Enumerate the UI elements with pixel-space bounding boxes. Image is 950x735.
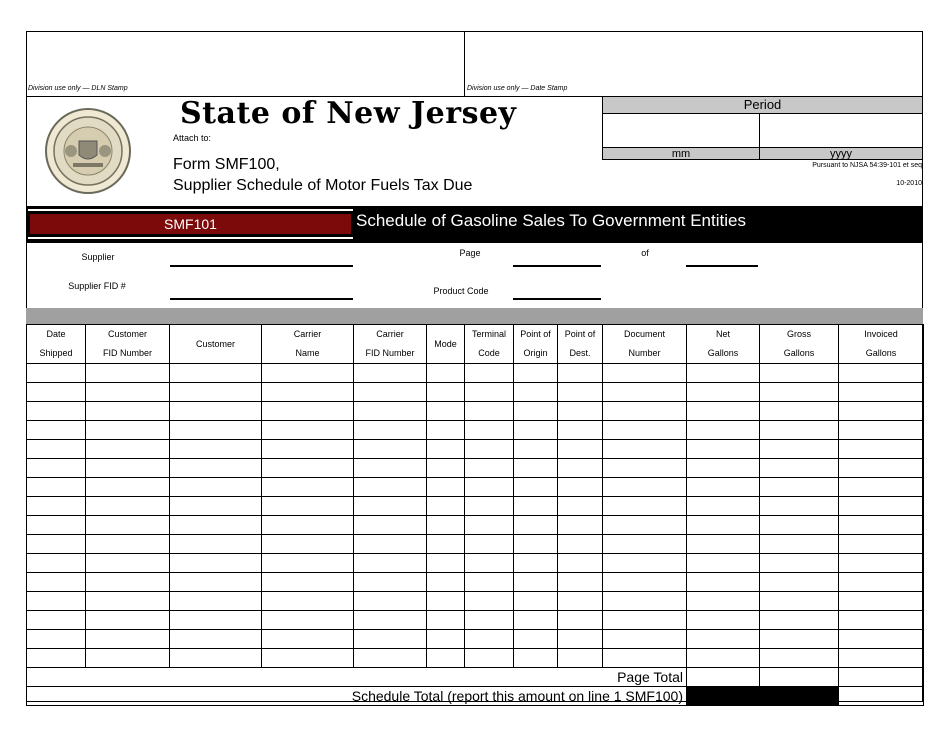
table-row — [27, 440, 924, 459]
page-total-gross[interactable] — [760, 668, 839, 687]
cell-customer-fid[interactable] — [86, 554, 170, 573]
banner-stripe-bottom — [28, 237, 353, 239]
table-row — [27, 402, 924, 421]
cell-carrier-name[interactable] — [262, 535, 354, 554]
table-row — [27, 630, 924, 649]
schedule-total-row — [27, 687, 924, 706]
cell-carrier-name[interactable] — [262, 630, 354, 649]
cell-carrier-fid[interactable] — [354, 611, 427, 630]
table-row — [27, 421, 924, 440]
cell-document-number[interactable] — [603, 478, 687, 497]
cell-terminal-code[interactable] — [465, 611, 514, 630]
cell-point-of-dest[interactable] — [558, 649, 603, 668]
cell-customer[interactable] — [170, 611, 262, 630]
cell-net-gallons[interactable] — [687, 497, 760, 516]
col-gross-gallons: Gross Gallons — [760, 325, 839, 364]
cell-gross-gallons[interactable] — [760, 535, 839, 554]
cell-point-of-origin[interactable] — [514, 383, 558, 402]
page-total-invoiced[interactable] — [839, 668, 924, 687]
cell-mode[interactable] — [427, 497, 465, 516]
of-label: of — [641, 248, 649, 258]
cell-carrier-fid[interactable] — [354, 440, 427, 459]
cell-carrier-fid[interactable] — [354, 459, 427, 478]
cell-customer[interactable] — [170, 364, 262, 383]
cell-customer[interactable] — [170, 383, 262, 402]
cell-carrier-name[interactable] — [262, 364, 354, 383]
page-field[interactable] — [513, 265, 601, 267]
col-carrier-fid: Carrier FID Number — [354, 325, 427, 364]
col-point-of-dest: Point of Dest. — [558, 325, 603, 364]
cell-carrier-name[interactable] — [262, 611, 354, 630]
schedule-total-blackout — [687, 687, 839, 706]
cell-date-shipped[interactable] — [27, 516, 86, 535]
cell-terminal-code[interactable] — [465, 459, 514, 478]
cell-carrier-fid[interactable] — [354, 630, 427, 649]
cell-point-of-dest[interactable] — [558, 497, 603, 516]
cell-carrier-name[interactable] — [262, 402, 354, 421]
cell-date-shipped[interactable] — [27, 497, 86, 516]
cell-mode[interactable] — [427, 459, 465, 478]
cell-invoiced-gallons[interactable] — [839, 459, 924, 478]
cell-customer[interactable] — [170, 554, 262, 573]
cell-net-gallons[interactable] — [687, 516, 760, 535]
cell-gross-gallons[interactable] — [760, 402, 839, 421]
cell-customer[interactable] — [170, 630, 262, 649]
cell-terminal-code[interactable] — [465, 402, 514, 421]
cell-terminal-code[interactable] — [465, 535, 514, 554]
cell-document-number[interactable] — [603, 364, 687, 383]
cell-document-number[interactable] — [603, 573, 687, 592]
cell-carrier-name[interactable] — [262, 497, 354, 516]
cell-net-gallons[interactable] — [687, 535, 760, 554]
cell-invoiced-gallons[interactable] — [839, 440, 924, 459]
page-total-label: Page Total — [27, 668, 687, 687]
cell-customer[interactable] — [170, 459, 262, 478]
col-date-shipped: Date Shipped — [27, 325, 86, 364]
cell-terminal-code[interactable] — [465, 440, 514, 459]
table-header-row — [27, 325, 924, 364]
page-of-field[interactable] — [686, 265, 758, 267]
cell-point-of-origin[interactable] — [514, 554, 558, 573]
cell-invoiced-gallons[interactable] — [839, 630, 924, 649]
cell-carrier-fid[interactable] — [354, 478, 427, 497]
cell-invoiced-gallons[interactable] — [839, 573, 924, 592]
cell-point-of-origin[interactable] — [514, 459, 558, 478]
cell-customer[interactable] — [170, 535, 262, 554]
cell-net-gallons[interactable] — [687, 573, 760, 592]
cell-gross-gallons[interactable] — [760, 592, 839, 611]
cell-net-gallons[interactable] — [687, 630, 760, 649]
table-row — [27, 497, 924, 516]
form-line-2: Supplier Schedule of Motor Fuels Tax Due — [173, 177, 473, 194]
col-point-of-origin: Point of Origin — [514, 325, 558, 364]
cell-point-of-dest[interactable] — [558, 573, 603, 592]
statute-text: Pursuant to NJSA 54:39-101 et seq — [812, 162, 922, 169]
cell-terminal-code[interactable] — [465, 554, 514, 573]
table-row — [27, 383, 924, 402]
col-document-number: Document Number — [603, 325, 687, 364]
cell-terminal-code[interactable] — [465, 421, 514, 440]
cell-mode[interactable] — [427, 421, 465, 440]
page-total-net[interactable] — [687, 668, 760, 687]
cell-document-number[interactable] — [603, 554, 687, 573]
cell-terminal-code[interactable] — [465, 478, 514, 497]
cell-point-of-origin[interactable] — [514, 535, 558, 554]
cell-net-gallons[interactable] — [687, 478, 760, 497]
cell-mode[interactable] — [427, 573, 465, 592]
cell-invoiced-gallons[interactable] — [839, 364, 924, 383]
cell-point-of-origin[interactable] — [514, 516, 558, 535]
cell-gross-gallons[interactable] — [760, 459, 839, 478]
cell-point-of-origin[interactable] — [514, 402, 558, 421]
cell-invoiced-gallons[interactable] — [839, 402, 924, 421]
cell-carrier-name[interactable] — [262, 459, 354, 478]
cell-invoiced-gallons[interactable] — [839, 535, 924, 554]
cell-customer-fid[interactable] — [86, 478, 170, 497]
cell-carrier-fid[interactable] — [354, 402, 427, 421]
table-body — [27, 364, 924, 668]
cell-carrier-fid[interactable] — [354, 516, 427, 535]
cell-carrier-name[interactable] — [262, 649, 354, 668]
cell-terminal-code[interactable] — [465, 649, 514, 668]
revision-text: 10-2010 — [896, 180, 922, 187]
cell-net-gallons[interactable] — [687, 440, 760, 459]
banner-stripe-top — [28, 209, 353, 211]
cell-point-of-origin[interactable] — [514, 497, 558, 516]
table-row — [27, 478, 924, 497]
cell-gross-gallons[interactable] — [760, 649, 839, 668]
period-mm-label: mm — [671, 148, 691, 160]
cell-invoiced-gallons[interactable] — [839, 554, 924, 573]
cell-date-shipped[interactable] — [27, 554, 86, 573]
cell-carrier-fid[interactable] — [354, 535, 427, 554]
cell-document-number[interactable] — [603, 649, 687, 668]
banner-title: Schedule of Gasoline Sales To Government Entities — [356, 211, 746, 230]
attach-to-label: Attach to: — [173, 133, 212, 143]
cell-invoiced-gallons[interactable] — [839, 497, 924, 516]
date-stamp-label: Division use only — Date Stamp — [467, 85, 568, 92]
cell-terminal-code[interactable] — [465, 364, 514, 383]
cell-date-shipped[interactable] — [27, 630, 86, 649]
col-customer: Customer — [170, 325, 262, 364]
cell-gross-gallons[interactable] — [760, 497, 839, 516]
cell-point-of-origin[interactable] — [514, 649, 558, 668]
cell-mode[interactable] — [427, 611, 465, 630]
cell-customer-fid[interactable] — [86, 459, 170, 478]
cell-document-number[interactable] — [603, 611, 687, 630]
cell-document-number[interactable] — [603, 630, 687, 649]
cell-date-shipped[interactable] — [27, 649, 86, 668]
cell-point-of-origin[interactable] — [514, 421, 558, 440]
col-invoiced-gallons: Invoiced Gallons — [839, 325, 924, 364]
cell-customer[interactable] — [170, 649, 262, 668]
cell-date-shipped[interactable] — [27, 383, 86, 402]
cell-date-shipped[interactable] — [27, 535, 86, 554]
cell-point-of-origin[interactable] — [514, 573, 558, 592]
cell-mode[interactable] — [427, 516, 465, 535]
cell-carrier-fid[interactable] — [354, 573, 427, 592]
cell-date-shipped[interactable] — [27, 573, 86, 592]
cell-invoiced-gallons[interactable] — [839, 383, 924, 402]
cell-net-gallons[interactable] — [687, 364, 760, 383]
cell-date-shipped[interactable] — [27, 440, 86, 459]
cell-point-of-origin[interactable] — [514, 611, 558, 630]
cell-customer-fid[interactable] — [86, 402, 170, 421]
cell-net-gallons[interactable] — [687, 554, 760, 573]
table-row — [27, 535, 924, 554]
cell-customer[interactable] — [170, 421, 262, 440]
cell-point-of-dest[interactable] — [558, 554, 603, 573]
period-yyyy-field[interactable] — [759, 113, 923, 148]
cell-net-gallons[interactable] — [687, 459, 760, 478]
cell-customer-fid[interactable] — [86, 516, 170, 535]
cell-carrier-fid[interactable] — [354, 592, 427, 611]
cell-point-of-dest[interactable] — [558, 535, 603, 554]
supplier-field[interactable] — [170, 265, 353, 267]
cell-point-of-origin[interactable] — [514, 478, 558, 497]
col-customer-fid: Customer FID Number — [86, 325, 170, 364]
cell-mode[interactable] — [427, 554, 465, 573]
schedule-total-value[interactable] — [839, 687, 924, 706]
cell-point-of-dest[interactable] — [558, 630, 603, 649]
cell-terminal-code[interactable] — [465, 592, 514, 611]
cell-point-of-dest[interactable] — [558, 516, 603, 535]
cell-date-shipped[interactable] — [27, 364, 86, 383]
cell-date-shipped[interactable] — [27, 402, 86, 421]
cell-customer-fid[interactable] — [86, 611, 170, 630]
page-total-row — [27, 668, 924, 687]
col-terminal-code: Terminal Code — [465, 325, 514, 364]
cell-carrier-fid[interactable] — [354, 649, 427, 668]
table-row — [27, 554, 924, 573]
cell-gross-gallons[interactable] — [760, 440, 839, 459]
supplier-fid-label: Supplier FID # — [68, 281, 126, 291]
table-row — [27, 364, 924, 383]
cell-carrier-fid[interactable] — [354, 421, 427, 440]
col-mode: Mode — [427, 325, 465, 364]
cell-carrier-name[interactable] — [262, 383, 354, 402]
col-carrier-name: Carrier Name — [262, 325, 354, 364]
cell-terminal-code[interactable] — [465, 573, 514, 592]
cell-customer-fid[interactable] — [86, 535, 170, 554]
cell-customer[interactable] — [170, 478, 262, 497]
cell-document-number[interactable] — [603, 497, 687, 516]
cell-customer-fid[interactable] — [86, 497, 170, 516]
gray-separator — [26, 308, 923, 324]
cell-invoiced-gallons[interactable] — [839, 649, 924, 668]
cell-customer-fid[interactable] — [86, 649, 170, 668]
cell-carrier-name[interactable] — [262, 421, 354, 440]
cell-invoiced-gallons[interactable] — [839, 478, 924, 497]
cell-document-number[interactable] — [603, 383, 687, 402]
cell-gross-gallons[interactable] — [760, 611, 839, 630]
cell-carrier-name[interactable] — [262, 592, 354, 611]
cell-net-gallons[interactable] — [687, 611, 760, 630]
cell-carrier-fid[interactable] — [354, 383, 427, 402]
supplier-fid-field[interactable] — [170, 298, 353, 300]
supplier-label: Supplier — [81, 252, 115, 262]
cell-customer[interactable] — [170, 573, 262, 592]
cell-date-shipped[interactable] — [27, 478, 86, 497]
period-mm-field[interactable] — [602, 113, 760, 148]
cell-customer[interactable] — [170, 440, 262, 459]
cell-point-of-dest[interactable] — [558, 383, 603, 402]
cell-date-shipped[interactable] — [27, 421, 86, 440]
cell-customer-fid[interactable] — [86, 383, 170, 402]
product-code-label: Product Code — [433, 286, 489, 296]
cell-gross-gallons[interactable] — [760, 554, 839, 573]
table-row — [27, 573, 924, 592]
page-label: Page — [459, 248, 481, 258]
table-row — [27, 611, 924, 630]
cell-customer[interactable] — [170, 592, 262, 611]
cell-date-shipped[interactable] — [27, 611, 86, 630]
cell-document-number[interactable] — [603, 516, 687, 535]
cell-mode[interactable] — [427, 649, 465, 668]
cell-carrier-name[interactable] — [262, 478, 354, 497]
cell-mode[interactable] — [427, 478, 465, 497]
cell-gross-gallons[interactable] — [760, 478, 839, 497]
table-row — [27, 649, 924, 668]
cell-customer-fid[interactable] — [86, 630, 170, 649]
cell-net-gallons[interactable] — [687, 592, 760, 611]
cell-mode[interactable] — [427, 440, 465, 459]
cell-point-of-dest[interactable] — [558, 611, 603, 630]
cell-document-number[interactable] — [603, 421, 687, 440]
cell-terminal-code[interactable] — [465, 630, 514, 649]
cell-document-number[interactable] — [603, 459, 687, 478]
cell-document-number[interactable] — [603, 440, 687, 459]
table-row — [27, 459, 924, 478]
cell-customer[interactable] — [170, 516, 262, 535]
state-seal-icon — [43, 107, 133, 195]
gasoline-sales-table — [26, 324, 924, 706]
cell-point-of-origin[interactable] — [514, 592, 558, 611]
cell-invoiced-gallons[interactable] — [839, 516, 924, 535]
cell-gross-gallons[interactable] — [760, 383, 839, 402]
period-yyyy-label: yyyy — [830, 148, 852, 160]
cell-mode[interactable] — [427, 535, 465, 554]
cell-document-number[interactable] — [603, 402, 687, 421]
cell-customer-fid[interactable] — [86, 364, 170, 383]
cell-carrier-fid[interactable] — [354, 364, 427, 383]
cell-point-of-dest[interactable] — [558, 592, 603, 611]
cell-net-gallons[interactable] — [687, 421, 760, 440]
cell-net-gallons[interactable] — [687, 383, 760, 402]
schedule-total-label: Schedule Total (report this amount on line 1 SMF100) — [27, 687, 687, 706]
cell-point-of-origin[interactable] — [514, 440, 558, 459]
cell-customer[interactable] — [170, 497, 262, 516]
cell-net-gallons[interactable] — [687, 649, 760, 668]
table-row — [27, 516, 924, 535]
cell-carrier-name[interactable] — [262, 573, 354, 592]
cell-customer-fid[interactable] — [86, 592, 170, 611]
cell-mode[interactable] — [427, 383, 465, 402]
cell-customer-fid[interactable] — [86, 573, 170, 592]
product-code-field[interactable] — [513, 298, 601, 300]
cell-gross-gallons[interactable] — [760, 573, 839, 592]
cell-carrier-name[interactable] — [262, 516, 354, 535]
cell-gross-gallons[interactable] — [760, 364, 839, 383]
cell-carrier-name[interactable] — [262, 440, 354, 459]
cell-point-of-origin[interactable] — [514, 364, 558, 383]
cell-document-number[interactable] — [603, 535, 687, 554]
cell-invoiced-gallons[interactable] — [839, 611, 924, 630]
period-title: Period — [743, 97, 782, 112]
cell-mode[interactable] — [427, 402, 465, 421]
cell-point-of-dest[interactable] — [558, 402, 603, 421]
cell-carrier-fid[interactable] — [354, 554, 427, 573]
state-title: State of New Jersey — [180, 96, 517, 131]
table-row — [27, 592, 924, 611]
cell-invoiced-gallons[interactable] — [839, 421, 924, 440]
cell-carrier-fid[interactable] — [354, 497, 427, 516]
dln-stamp-label: Division use only — DLN Stamp — [28, 85, 128, 92]
cell-point-of-dest[interactable] — [558, 459, 603, 478]
cell-terminal-code[interactable] — [465, 497, 514, 516]
cell-date-shipped[interactable] — [27, 592, 86, 611]
cell-net-gallons[interactable] — [687, 402, 760, 421]
cell-customer-fid[interactable] — [86, 440, 170, 459]
form-code: SMF101 — [164, 216, 217, 232]
cell-mode[interactable] — [427, 364, 465, 383]
cell-date-shipped[interactable] — [27, 459, 86, 478]
cell-point-of-dest[interactable] — [558, 364, 603, 383]
cell-document-number[interactable] — [603, 592, 687, 611]
cell-mode[interactable] — [427, 630, 465, 649]
cell-carrier-name[interactable] — [262, 554, 354, 573]
cell-point-of-dest[interactable] — [558, 478, 603, 497]
cell-point-of-dest[interactable] — [558, 440, 603, 459]
form-line-1: Form SMF100, — [173, 156, 280, 173]
cell-customer-fid[interactable] — [86, 421, 170, 440]
cell-gross-gallons[interactable] — [760, 421, 839, 440]
cell-mode[interactable] — [427, 592, 465, 611]
cell-terminal-code[interactable] — [465, 516, 514, 535]
cell-gross-gallons[interactable] — [760, 516, 839, 535]
cell-customer[interactable] — [170, 402, 262, 421]
cell-invoiced-gallons[interactable] — [839, 592, 924, 611]
cell-gross-gallons[interactable] — [760, 630, 839, 649]
cell-point-of-origin[interactable] — [514, 630, 558, 649]
cell-terminal-code[interactable] — [465, 383, 514, 402]
col-net-gallons: Net Gallons — [687, 325, 760, 364]
cell-point-of-dest[interactable] — [558, 421, 603, 440]
